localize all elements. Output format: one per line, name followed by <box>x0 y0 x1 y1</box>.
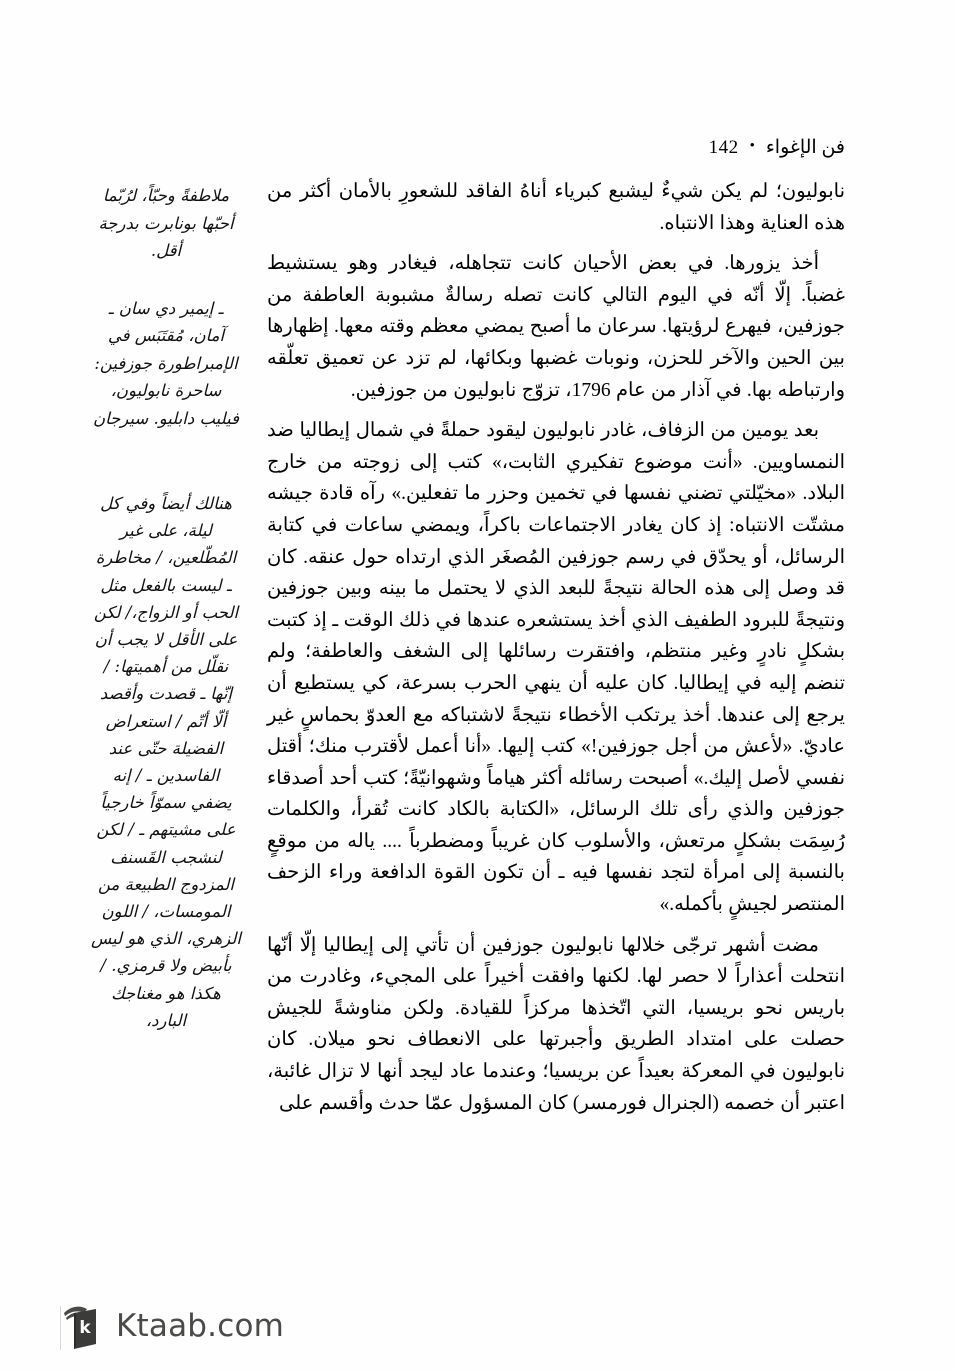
margin-note-attribution: ـ إيمير دي سان ـ آمان، مُقتَبَس في الإمبراطورة جوزفين: ساحرة نابوليون، فيليب دابليو. سيرجان <box>93 298 239 428</box>
body-paragraph: أخذ يزورها. في بعض الأحيان كانت تتجاهله، فيغادر وهو يستشيط غضباً. إلّا أنّه في اليوم التالي كانت تصله رسالةٌ مشبوبة العاطفة من جوزفين، فيهرع لرؤيتها. سرعان ما أصبح يمضي معظم وقته معها. إظهارها بين الحين والآخر للحزن، ونوبات غضبها وبكائها، لم تزد عن تعميق تعلّقه وارتباطه بها. في آذار من عام 1796، تزوّج نابوليون من جوزفين. <box>267 253 845 401</box>
running-head-separator-dot: • <box>749 138 755 154</box>
page-number: 142 <box>708 137 739 158</box>
margin-note-quote: ملاطفةً وحبّاً، لرُبّما أحبّها بونابرت بدرجة أقل. <box>98 186 234 260</box>
svg-text:k: k <box>79 1318 91 1338</box>
page-content <box>91 176 846 1128</box>
running-head-book-title: فن الإغواء <box>765 137 845 158</box>
body-text-column <box>267 176 845 1128</box>
running-head <box>709 136 845 159</box>
site-watermark <box>60 1300 284 1352</box>
body-paragraph: مضت أشهر ترجّى خلالها نابوليون جوزفين أن تأتي إلى إيطاليا إلّا أنّها انتحلت أعذاراً لا حصر لها. لكنها وافقت أخيراً على المجيء، وغادرت من باريس نحو بريسيا، التي اتّخذها مركزاً للقيادة. ولكن مناوشةً للجيش حصلت على امتداد الطريق وأجبرتها على الانعطاف نحو ميلان. كان نابوليون في المعركة بعيداً عن بريسيا؛ وعندما عاد ليجد أنها لا تزال غائبة، اعتبر أن خصمه (الجنرال فورمسر) كان المسؤول عمّا حدث وأقسم على <box>267 934 846 1114</box>
body-paragraph: نابوليون؛ لم يكن شيءٌ ليشبع كبرياء أناهُ الفاقد للشعورِ بالأمان أكثر من هذه العناية وهذا الانتباه. <box>267 181 845 234</box>
margin-notes-column <box>91 176 241 1128</box>
watermark-brand-text: Ktaab.com <box>116 1307 285 1344</box>
margin-note-quote: هنالك أيضاً وفي كل ليلة، على غير المُطّلعين، / مخاطرة ـ ليست بالفعل مثل الحب أو الزواج،/ لكن على الأقل لا يجب أن نقلّل من أهميتها: / إنّها ـ قصدت وأقصد ألّا أتّم / استعراض الفضيلة حتّى عند الفاسدين ـ / إنه يضفي سموّاً خارجياً على مشيتهم ـ / لكن لنشجب القَسنف المزدوج الطبيعة من المومسات، / اللون الزهري، الذي هو ليس بأبيض ولا قرمزي. / هكذا هو مغناجك البارد، <box>91 494 241 1030</box>
body-paragraph: بعد يومين من الزفاف، غادر نابوليون ليقود حملةً في شمال إيطاليا ضد النمساويين. «أنت موضوع تفكيري الثابت،» كتب إلى زوجته من خارج البلاد. «مخيّلتي تضني نفسها في تخمين وحزر ما تفعلين.» رآه قادة جيشه مشتّت الانتباه: إذ كان يغادر الاجتماعات باكراً، ويمضي ساعات في كتابة الرسائل، أو يحدّق في رسم جوزفين المُصغَر الذي ارتداه حول عنقه. كان قد وصل إلى هذه الحالة نتيجةً للبعد الذي لا يحتمل ما بينه وبين جوزفين ونتيجةً للبرود الطفيف الذي أخذ يستشعره عندها في ذلك الوقت ـ إذ كتبت بشكلٍ نادرٍ وغير منتظم، وافتقرت رسائلها إلى الشغف والعاطفة؛ ولم تنضم إليه في إيطاليا. كان عليه أن ينهي الحرب بسرعة، كي يستطيع أن يرجع إلى عندها. أخذ يرتكب الأخطاء نتيجةً لاشتباكه مع العدوّ بحماسٍ غير عاديّ. «لأعش من أجل جوزفين!» كتب إليها. «أنا أعمل لأقترب منك؛ أقتل نفسي لأصل إليك.» أصبحت رسائله أكثر هياماً وشهوانيّةً؛ كتب أحد أصدقاء جوزفين والذي رأى تلك الرسائل، «الكتابة بالكاد كانت تُقرأ، والكلمات رُسِمَت بشكلٍ مرتعش، والأسلوب كان غريباً ومضطرباً .... ياله من موقعٍ بالنسبة إلى امرأة لتجد نفسها فيه ـ أن تكون القوة الدافعة وراء الزحف المنتصر لجيشٍ بأكمله.» <box>267 420 845 916</box>
book-logo-icon <box>60 1300 106 1352</box>
